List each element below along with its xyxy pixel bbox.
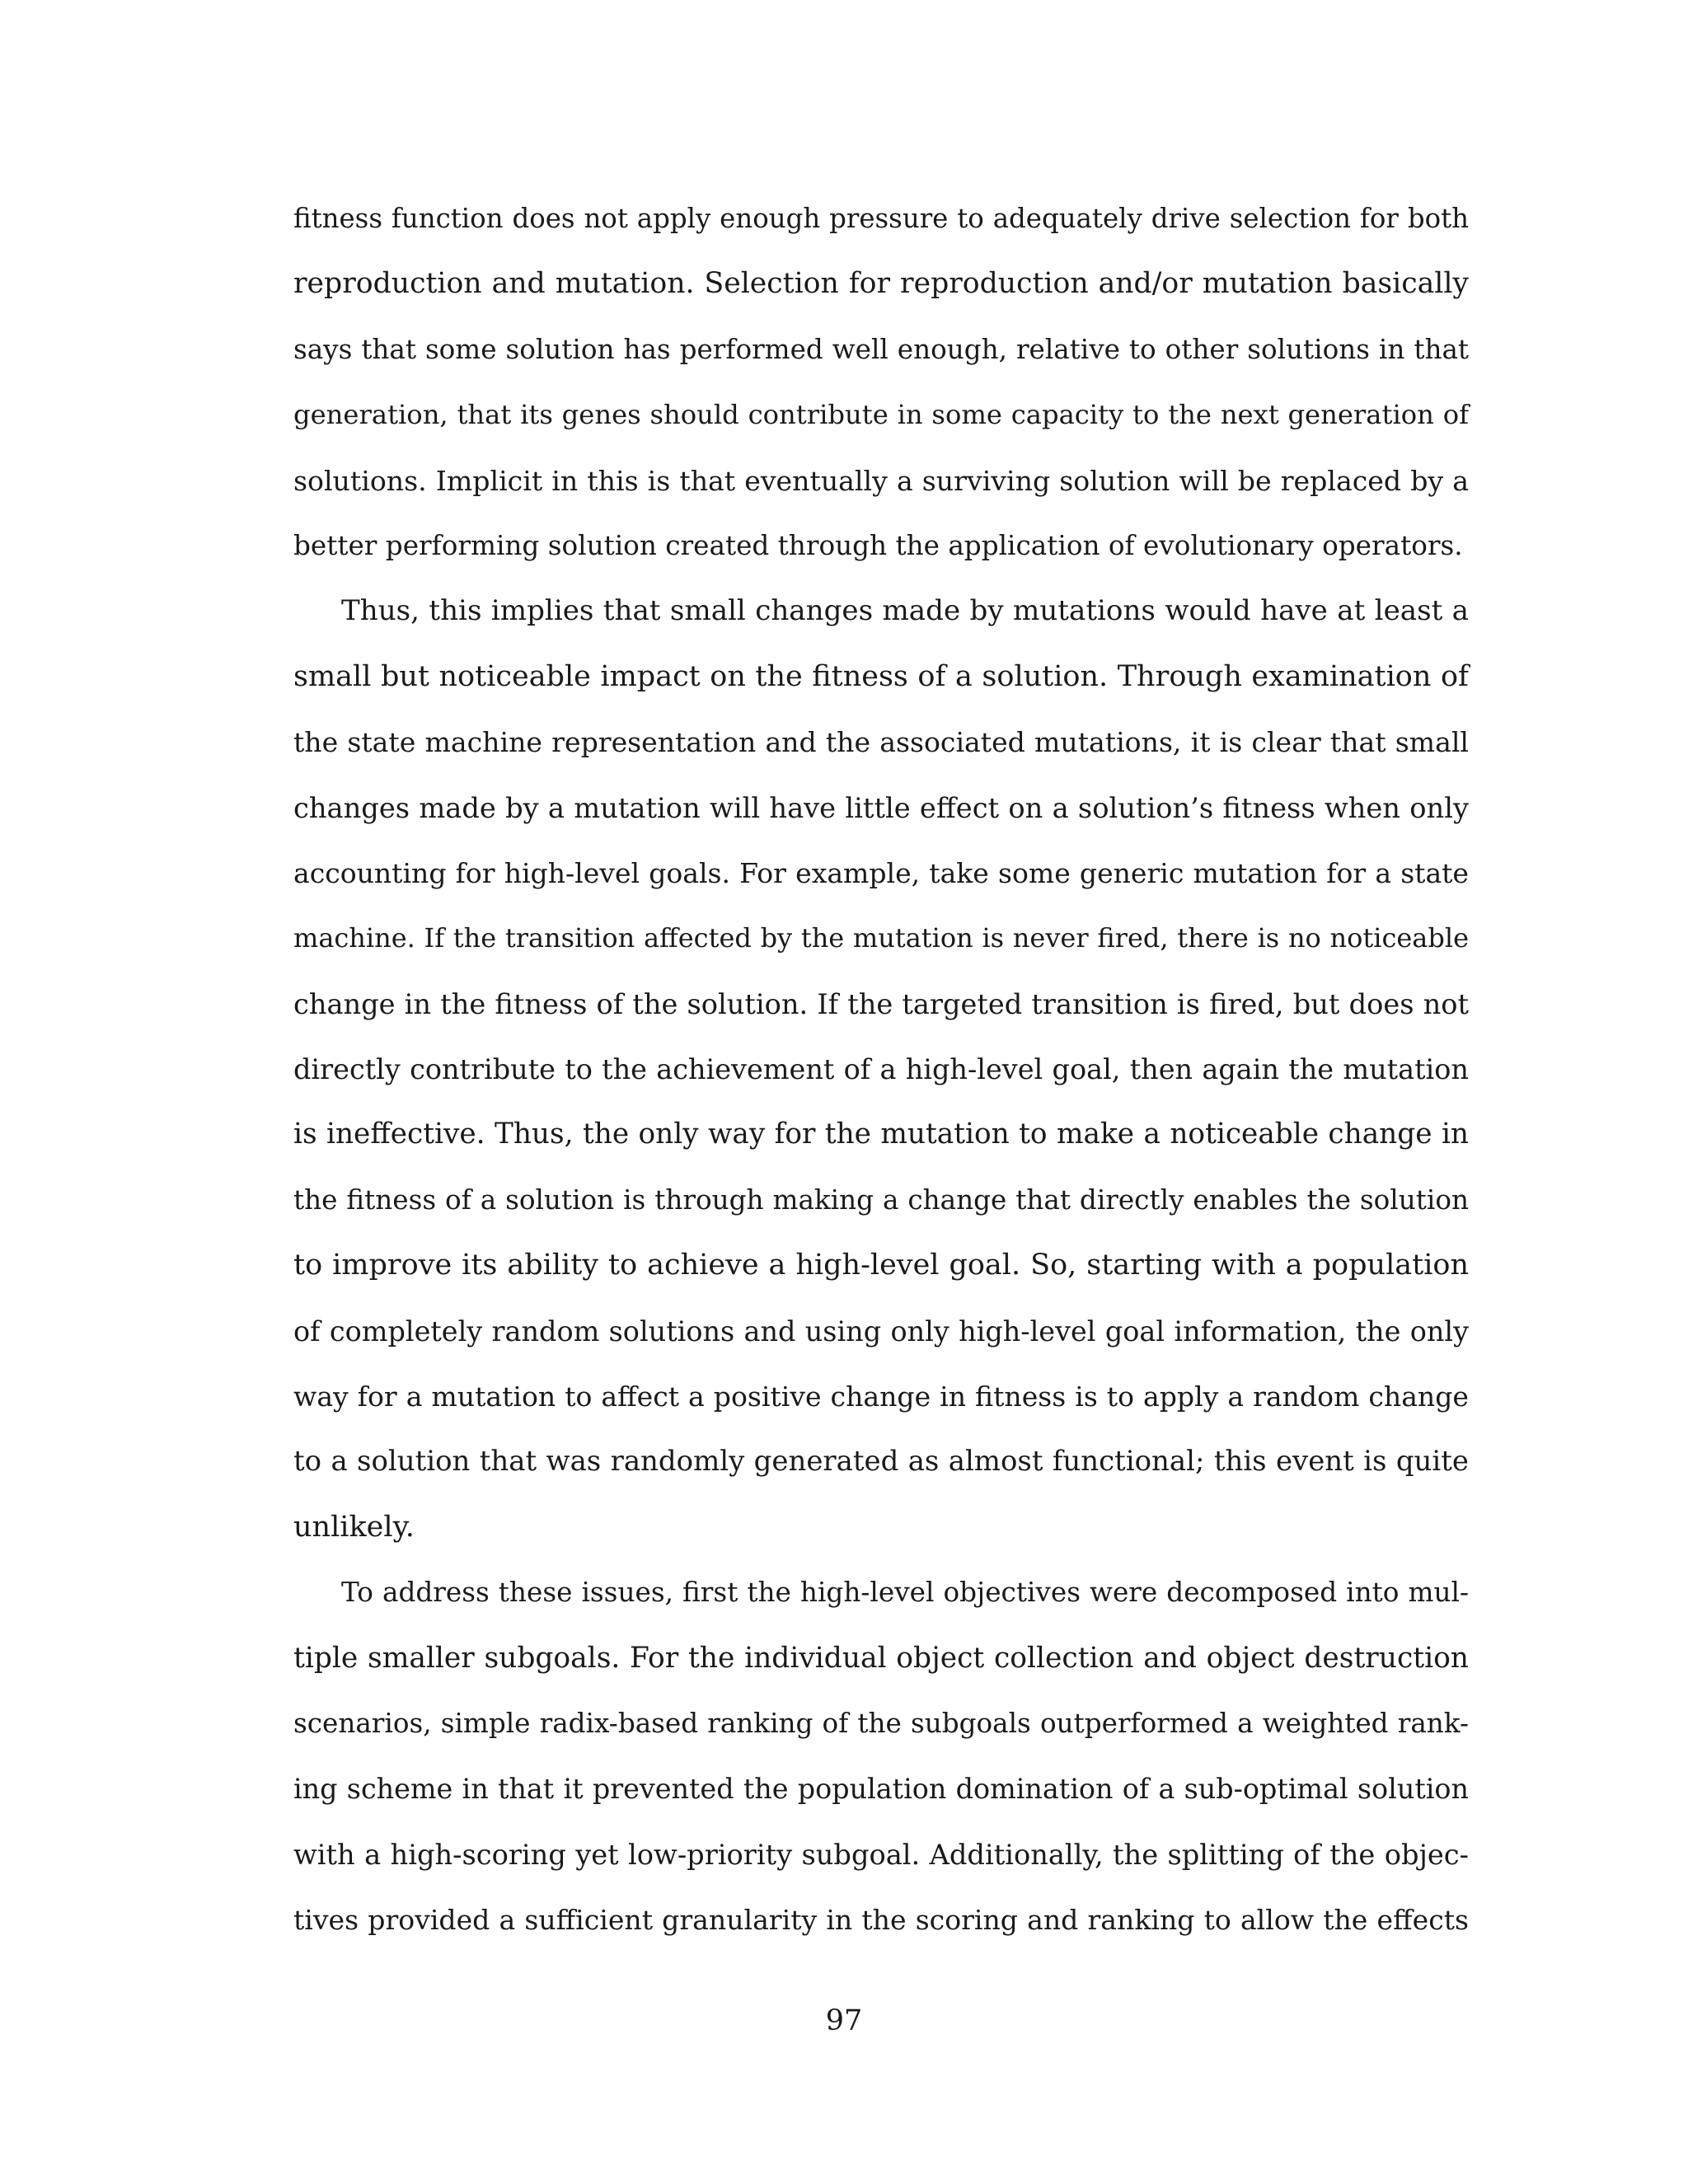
text-line: tives provided a sufficient granularity in the scoring and ranking to allow the effects	[293, 1904, 1469, 1937]
text-line: reproduction and mutation. Selection for reproduction and/or mutation basically	[293, 267, 1469, 301]
text-line: small but noticeable impact on the fitness of a solution. Through examination of	[293, 659, 1469, 693]
text-line: of completely random solutions and using only high-level goal information, the only	[293, 1315, 1469, 1347]
paragraph	[293, 579, 1469, 1560]
text-line: accounting for high-level goals. For example, take some generic mutation for a state	[293, 856, 1469, 889]
body-text	[293, 186, 1469, 1953]
text-line: with a high-scoring yet low-priority subgoal. Additionally, the splitting of the objec-	[293, 1838, 1469, 1871]
text-line: is ineffective. Thus, the only way for the mutation to make a noticeable change in	[293, 1118, 1469, 1151]
text-line: fitness function does not apply enough pressure to adequately drive selection for both	[293, 203, 1469, 234]
text-line: machine. If the transition affected by the mutation is never fired, there is no noticeable	[293, 922, 1469, 954]
text-line: ing scheme in that it prevented the population domination of a sub-optimal solution	[293, 1773, 1469, 1806]
text-line: says that some solution has performed well enough, relative to other solutions in that	[293, 333, 1469, 365]
text-line: tiple smaller subgoals. For the individual object collection and object destruction	[293, 1641, 1469, 1675]
text-line: Thus, this implies that small changes made by mutations would have at least a	[341, 594, 1469, 628]
text-line: changes made by a mutation will have little effect on a solution’s fitness when only	[293, 791, 1469, 824]
text-line: the fitness of a solution is through making a change that directly enables the solution	[293, 1183, 1469, 1216]
text-line: change in the fitness of the solution. If the targeted transition is fired, but does not	[293, 987, 1469, 1020]
text-line: solutions. Implicit in this is that eventually a surviving solution will be replaced by a	[293, 464, 1469, 497]
text-line: to a solution that was randomly generated as almost functional; this event is quite	[293, 1445, 1469, 1479]
page-number: 97	[825, 2004, 863, 2037]
text-line: generation, that its genes should contribute in some capacity to the next generation of	[293, 399, 1469, 431]
paragraph	[293, 186, 1469, 579]
text-line: scenarios, simple radix-based ranking of the subgoals outperformed a weighted rank-	[293, 1707, 1469, 1739]
text-line: to improve its ability to achieve a high-level goal. So, starting with a population	[293, 1249, 1469, 1282]
text-line: To address these issues, first the high-level objectives were decomposed into mul-	[341, 1577, 1469, 1609]
text-line: better performing solution created through the application of evolutionary operators.	[293, 529, 1463, 561]
text-line: the state machine representation and the associated mutations, it is clear that small	[293, 726, 1469, 759]
text-line: directly contribute to the achievement of a high-level goal, then again the mutation	[293, 1053, 1469, 1086]
text-line: unlikely.	[293, 1510, 415, 1544]
paragraph	[293, 1560, 1469, 1952]
text-line: way for a mutation to affect a positive change in fitness is to apply a random change	[293, 1380, 1469, 1413]
